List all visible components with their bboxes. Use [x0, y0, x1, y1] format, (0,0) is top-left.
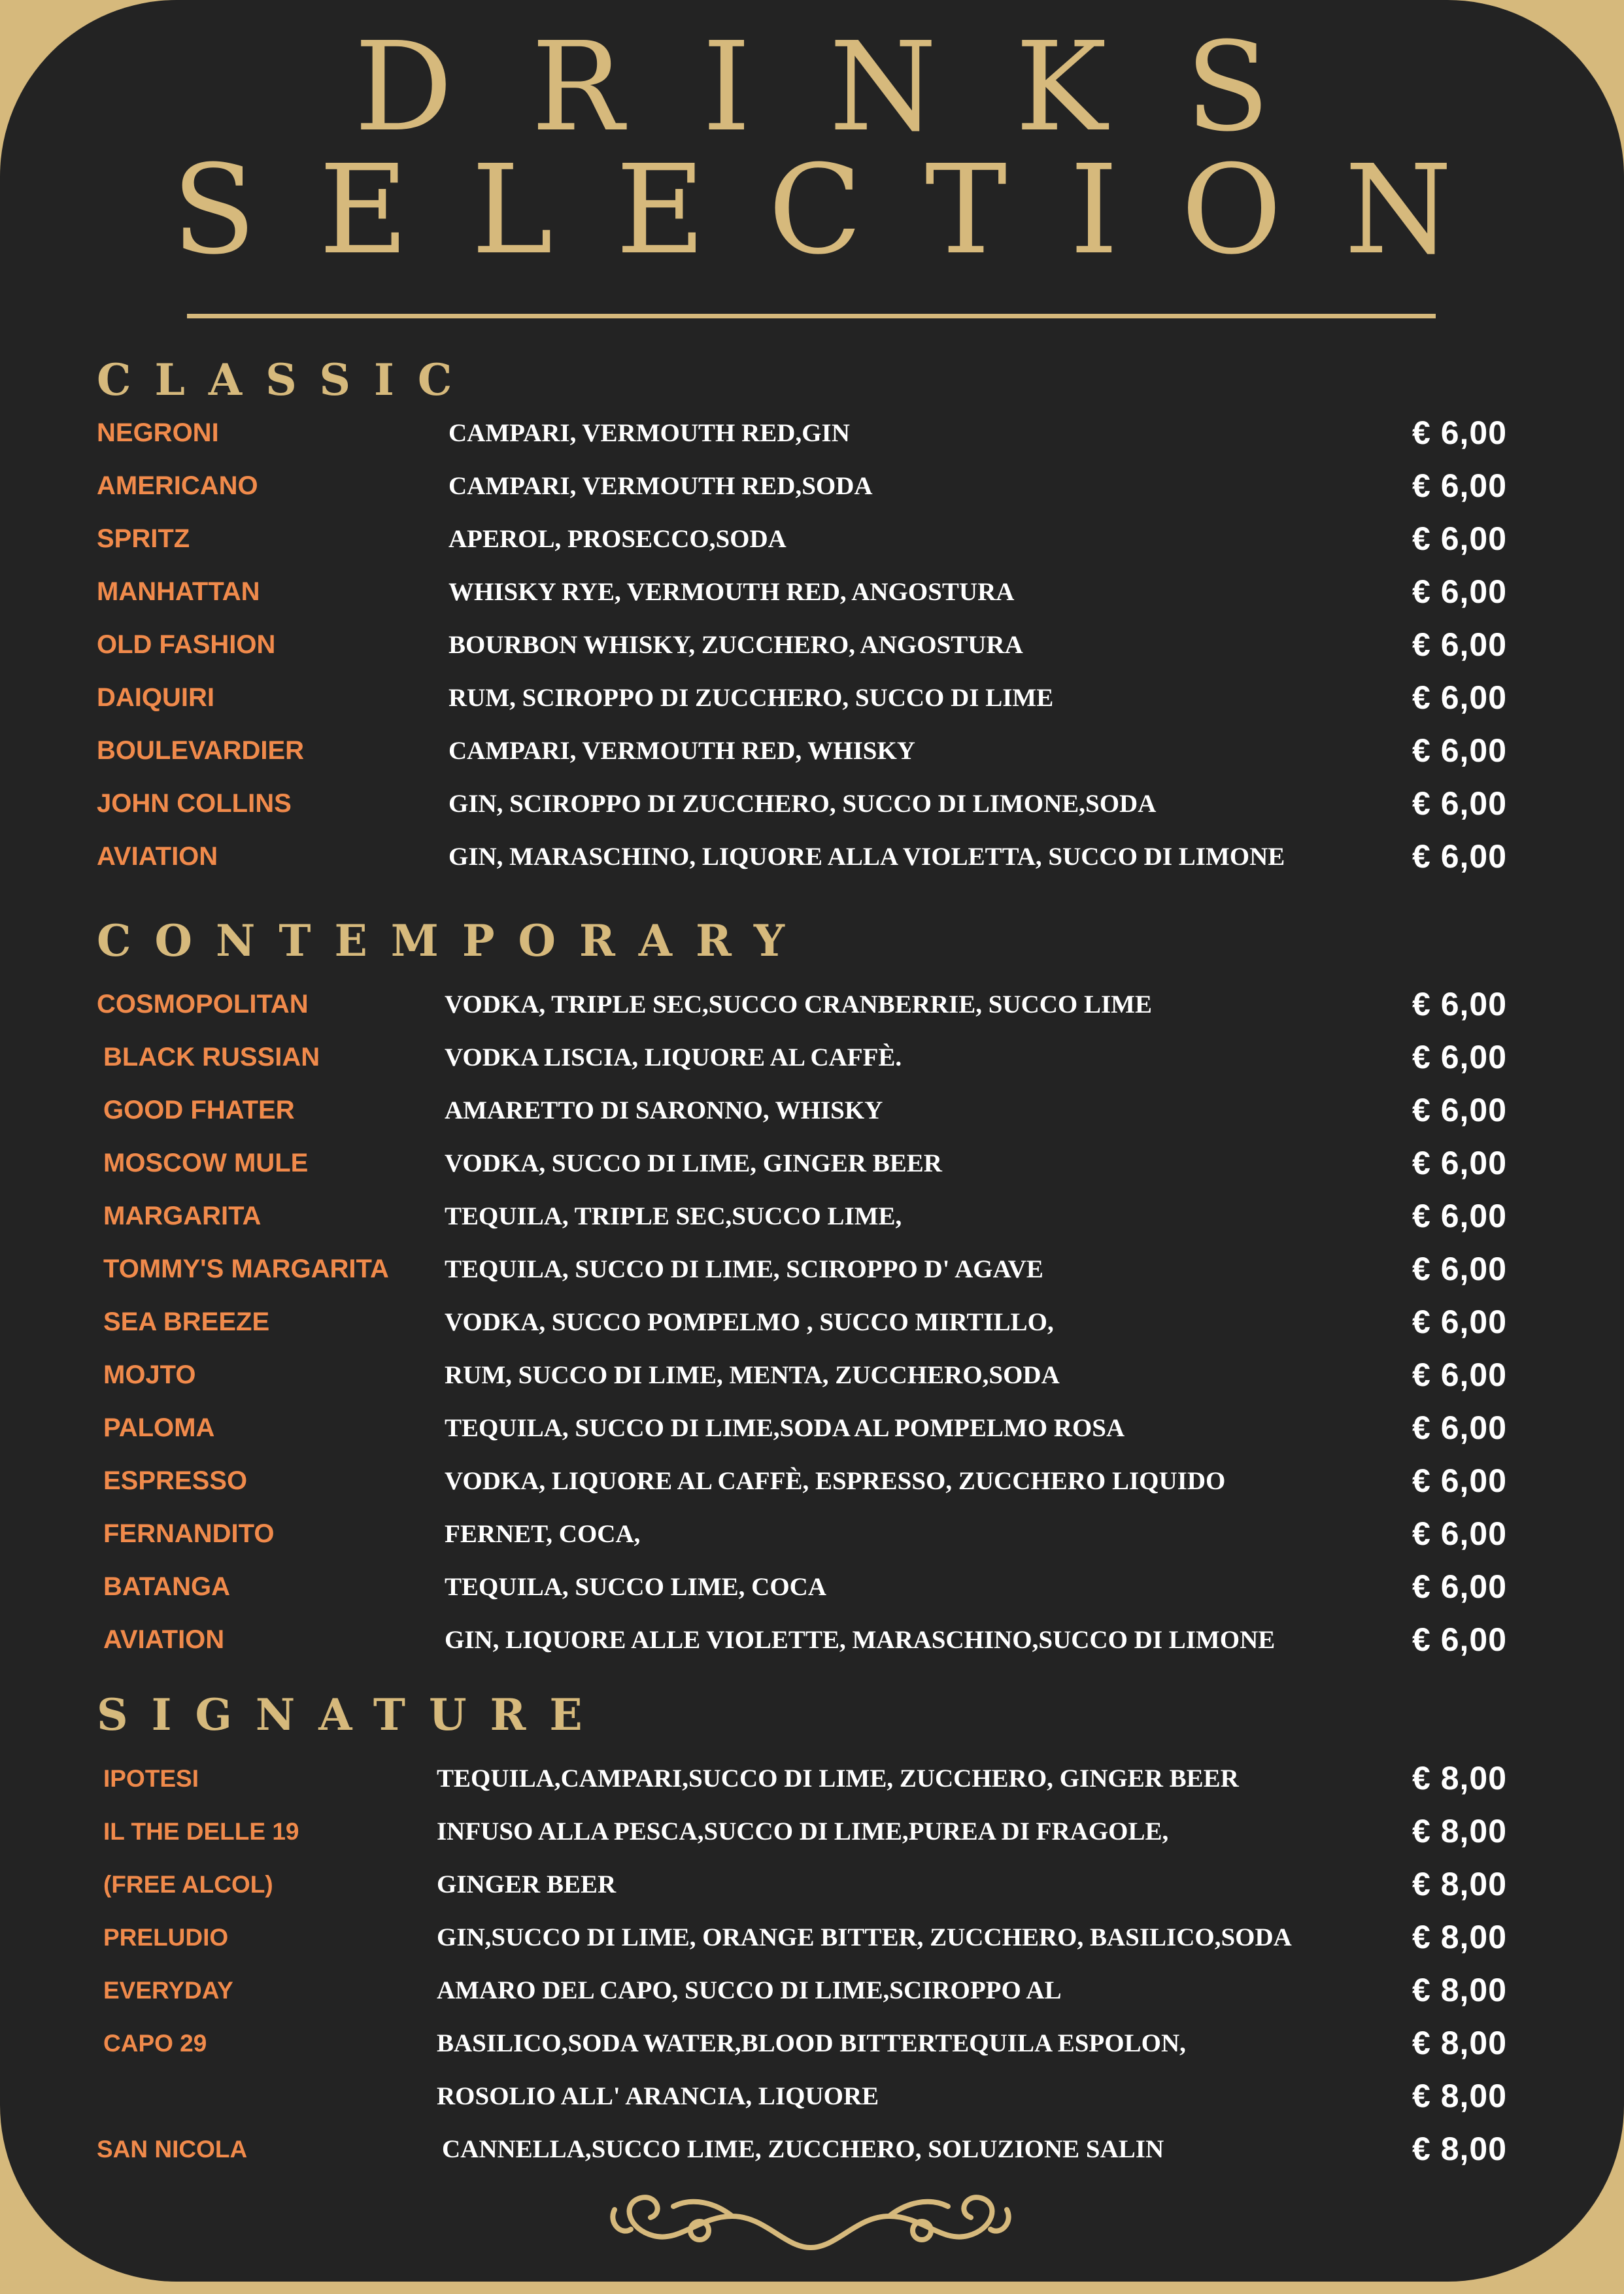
menu-row [0, 1349, 1624, 1402]
drink-name: PALOMA [103, 1413, 215, 1442]
menu-row [0, 2017, 1624, 2070]
menu-row [0, 513, 1624, 565]
menu-row [0, 1243, 1624, 1296]
menu-row [0, 671, 1624, 724]
drink-price: € 6,00 [1412, 838, 1508, 875]
drink-name: JOHN COLLINS [97, 789, 292, 818]
drink-name: PRELUDIO [103, 1924, 229, 1951]
menu-row [0, 1296, 1624, 1349]
drink-ingredients: FERNET, COCA, [445, 1520, 641, 1548]
drink-price: € 6,00 [1412, 1198, 1508, 1234]
drink-ingredients: VODKA LISCIA, LIQUORE AL CAFFÈ. [445, 1043, 902, 1071]
drink-price: € 8,00 [1412, 2025, 1508, 2061]
drink-name: AVIATION [103, 1625, 225, 1654]
drink-name: COSMOPOLITAN [97, 990, 309, 1019]
menu-row [0, 2123, 1624, 2176]
drink-name: IL THE DELLE 19 [103, 1818, 299, 1845]
drink-ingredients: RUM, SUCCO DI LIME, MENTA, ZUCCHERO,SODA [445, 1361, 1060, 1389]
drink-ingredients: TEQUILA, TRIPLE SEC,SUCCO LIME, [445, 1202, 902, 1230]
menu-row [0, 777, 1624, 830]
drink-price: € 6,00 [1412, 1568, 1508, 1605]
drink-price: € 8,00 [1412, 1972, 1508, 2008]
menu-row [0, 1031, 1624, 1084]
drink-ingredients: RUM, SCIROPPO DI ZUCCHERO, SUCCO DI LIME [448, 684, 1054, 712]
drink-name: AVIATION [97, 842, 218, 871]
drink-ingredients: TEQUILA,CAMPARI,SUCCO DI LIME, ZUCCHERO, GINGER BEER [437, 1764, 1239, 1793]
drink-name: TOMMY'S MARGARITA [103, 1255, 389, 1283]
menu-row [0, 1190, 1624, 1243]
drink-name: (FREE ALCOL) [103, 1871, 273, 1898]
drink-price: € 8,00 [1412, 1919, 1508, 1955]
drink-ingredients: APEROL, PROSECCO,SODA [448, 525, 787, 553]
drink-price: € 6,00 [1412, 986, 1508, 1022]
drink-price: € 6,00 [1412, 1409, 1508, 1446]
drink-price: € 8,00 [1412, 2078, 1508, 2114]
drink-name: SPRITZ [97, 524, 190, 553]
menu-row [0, 1402, 1624, 1455]
section-heading-signature: SIGNATURE [97, 1689, 606, 1740]
drink-price: € 6,00 [1412, 1462, 1508, 1499]
drink-name: OLD FASHION [97, 630, 276, 659]
drink-ingredients: TEQUILA, SUCCO DI LIME, SCIROPPO D' AGAVE [445, 1255, 1043, 1283]
drink-price: € 6,00 [1412, 1621, 1508, 1658]
drink-ingredients: VODKA, SUCCO POMPELMO , SUCCO MIRTILLO, [445, 1308, 1054, 1336]
menu-row [0, 1911, 1624, 1964]
drink-ingredients: INFUSO ALLA PESCA,SUCCO DI LIME,PUREA DI FRAGOLE, [437, 1817, 1169, 1846]
menu-row [0, 978, 1624, 1031]
menu-row [0, 1613, 1624, 1666]
drink-name: EVERYDAY [103, 1977, 233, 2004]
drink-name: SAN NICOLA [97, 2136, 248, 2163]
drink-ingredients: VODKA, SUCCO DI LIME, GINGER BEER [445, 1149, 942, 1177]
drink-ingredients: VODKA, TRIPLE SEC,SUCCO CRANBERRIE, SUCCO LIME [445, 990, 1153, 1019]
menu-row [0, 407, 1624, 460]
drink-price: € 6,00 [1412, 679, 1508, 716]
drink-price: € 6,00 [1412, 573, 1508, 610]
drink-price: € 8,00 [1412, 1813, 1508, 1849]
section-heading-classic: CLASSIC [97, 354, 476, 405]
drink-name: IPOTESI [103, 1765, 199, 1792]
drink-name: FERNANDITO [103, 1519, 275, 1548]
drink-price: € 8,00 [1412, 1866, 1508, 1902]
drink-ingredients: WHISKY RYE, VERMOUTH RED, ANGOSTURA [448, 578, 1015, 606]
section-heading-contemporary: CONTEMPORARY [97, 915, 808, 966]
flourish-ornament-icon [601, 2184, 1020, 2262]
drink-name: ESPRESSO [103, 1466, 248, 1495]
menu-row [0, 1508, 1624, 1560]
menu-row [0, 1084, 1624, 1137]
drink-ingredients: AMARO DEL CAPO, SUCCO DI LIME,SCIROPPO AL [437, 1976, 1062, 2004]
drink-price: € 6,00 [1412, 1145, 1508, 1181]
drink-name: MOJTO [103, 1360, 196, 1389]
drink-price: € 8,00 [1412, 1760, 1508, 1796]
drink-ingredients: GINGER BEER [437, 1870, 617, 1898]
menu-row [0, 618, 1624, 671]
drink-ingredients: GIN,SUCCO DI LIME, ORANGE BITTER, ZUCCHERO, BASILICO,SODA [437, 1923, 1292, 1951]
menu-row [0, 460, 1624, 513]
page-title-line2: SELECTION [171, 139, 1515, 282]
drink-price: € 6,00 [1412, 1039, 1508, 1075]
drink-ingredients: TEQUILA, SUCCO DI LIME,SODA AL POMPELMO ROSA [445, 1414, 1125, 1442]
menu-row [0, 724, 1624, 777]
drink-ingredients: AMARETTO DI SARONNO, WHISKY [445, 1096, 883, 1124]
title-divider [187, 314, 1436, 318]
drink-name: BLACK RUSSIAN [103, 1043, 320, 1071]
drink-price: € 6,00 [1412, 732, 1508, 769]
drink-price: € 8,00 [1412, 2131, 1508, 2167]
drink-price: € 6,00 [1412, 1304, 1508, 1340]
drink-ingredients: ROSOLIO ALL' ARANCIA, LIQUORE [437, 2082, 879, 2110]
drink-name: GOOD FHATER [103, 1096, 295, 1124]
drink-price: € 6,00 [1412, 626, 1508, 663]
drink-price: € 6,00 [1412, 520, 1508, 557]
drink-ingredients: BOURBON WHISKY, ZUCCHERO, ANGOSTURA [448, 631, 1023, 659]
drink-price: € 6,00 [1412, 1251, 1508, 1287]
menu-row [0, 2070, 1624, 2123]
drink-price: € 6,00 [1412, 1515, 1508, 1552]
menu-row [0, 830, 1624, 883]
drink-ingredients: GIN, SCIROPPO DI ZUCCHERO, SUCCO DI LIMONE,SODA [448, 790, 1157, 818]
drink-price: € 6,00 [1412, 467, 1508, 504]
menu-row [0, 1964, 1624, 2017]
drink-ingredients: GIN, MARASCHINO, LIQUORE ALLA VIOLETTA, SUCCO DI LIMONE [448, 843, 1285, 871]
drink-name: NEGRONI [97, 418, 219, 447]
drink-price: € 6,00 [1412, 1357, 1508, 1393]
drink-name: BATANGA [103, 1572, 231, 1601]
drink-name: SEA BREEZE [103, 1307, 270, 1336]
drink-ingredients: TEQUILA, SUCCO LIME, COCA [445, 1573, 826, 1601]
drink-ingredients: GIN, LIQUORE ALLE VIOLETTE, MARASCHINO,SUCCO DI LIMONE [445, 1626, 1276, 1654]
drink-ingredients: CAMPARI, VERMOUTH RED, WHISKY [448, 737, 915, 765]
drink-name: AMERICANO [97, 471, 258, 500]
drink-name: CAPO 29 [103, 2030, 207, 2057]
drink-ingredients: CANNELLA,SUCCO LIME, ZUCCHERO, SOLUZIONE SALIN [442, 2135, 1164, 2163]
menu-row [0, 1455, 1624, 1508]
drink-name: MOSCOW MULE [103, 1149, 309, 1177]
menu-row [0, 1805, 1624, 1858]
drink-ingredients: VODKA, LIQUORE AL CAFFÈ, ESPRESSO, ZUCCHERO LIQUIDO [445, 1467, 1226, 1495]
drink-price: € 6,00 [1412, 1092, 1508, 1128]
drink-ingredients: BASILICO,SODA WATER,BLOOD BITTERTEQUILA ESPOLON, [437, 2029, 1186, 2057]
drink-name: DAIQUIRI [97, 683, 214, 712]
menu-row [0, 1858, 1624, 1911]
drink-price: € 6,00 [1412, 414, 1508, 451]
drink-price: € 6,00 [1412, 785, 1508, 822]
drink-name: BOULEVARDIER [97, 736, 305, 765]
menu-row [0, 1560, 1624, 1613]
page-title-line1: DRINKS [354, 16, 1349, 159]
menu-row [0, 1752, 1624, 1805]
menu-row [0, 565, 1624, 618]
drink-name: MANHATTAN [97, 577, 260, 606]
menu-row [0, 1137, 1624, 1190]
drink-name: MARGARITA [103, 1202, 262, 1230]
drink-ingredients: CAMPARI, VERMOUTH RED,GIN [448, 419, 850, 447]
drink-ingredients: CAMPARI, VERMOUTH RED,SODA [448, 472, 873, 500]
